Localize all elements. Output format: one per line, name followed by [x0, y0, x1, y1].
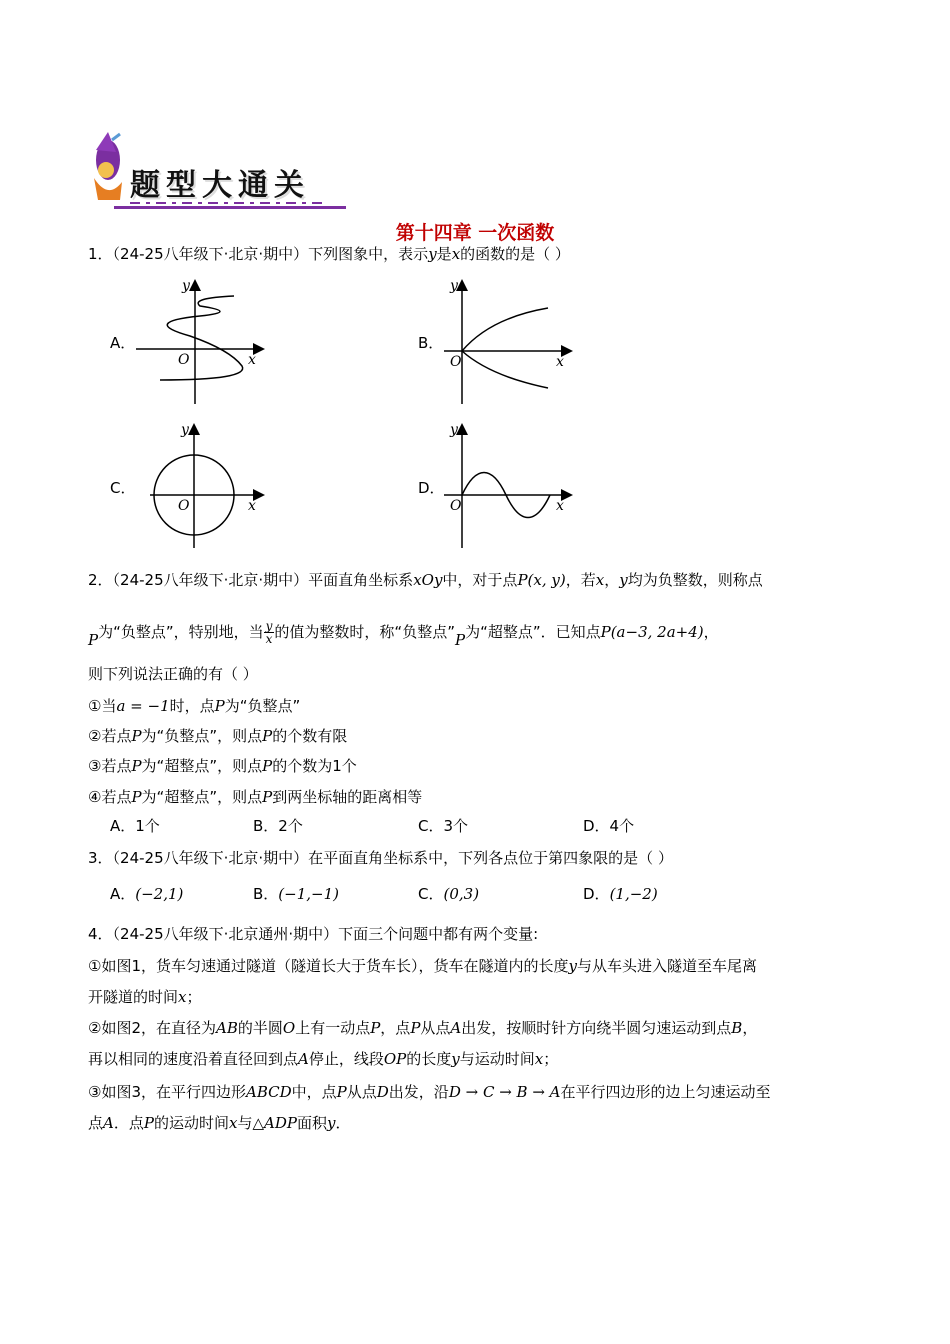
q2-line-2: P为“负整点”，特别地，当 $\frac{y}{x}$ 的值为整数时，称“负整点”P为“超整点”．已知点P(a−3, 2a+4)，	[88, 619, 719, 649]
q3-option-c: C．(0,3)	[418, 885, 480, 903]
y-over-x-fraction: $\frac{y}{x}$	[265, 619, 273, 646]
q4-stem: 4．（24-25八年级下·北京通州·期中）下面三个问题中都有两个变量:	[88, 925, 539, 943]
q4-item-3-line-2: 点A．点P的运动时间x与△ADP面积y．	[88, 1114, 351, 1132]
q2-option-b: B．2个	[253, 817, 303, 835]
origin-label: O	[450, 354, 462, 370]
q2-option-a: A．1个	[110, 817, 160, 835]
q1-stem: 1．（24-25八年级下·北京·期中）下列图象中，表示y是x的函数的是（ ）	[88, 245, 570, 263]
q2-option-d: D．4个	[583, 817, 635, 835]
q2-statement-4: ④若点P为“超整点”，则点P到两坐标轴的距离相等	[88, 788, 423, 806]
q2-statement-2: ②若点P为“负整点”，则点P的个数有限	[88, 727, 348, 745]
origin-label: O	[450, 498, 462, 514]
q4-item-3-line-1: ③如图3，在平行四边形ABCD中，点P从点D出发，沿D → C → B → A在平行四边形的边上匀速运动至	[88, 1083, 771, 1101]
q1-label-a: A．	[110, 334, 136, 352]
y-axis-label: y	[182, 278, 190, 294]
q1-label-d: D．	[418, 479, 445, 497]
q2-statement-1: ①当a = −1时，点P为“负整点”	[88, 697, 301, 715]
q1-graph-b	[440, 276, 580, 408]
q2-option-c: C．3个	[418, 817, 469, 835]
q3-option-d: D．(1,−2)	[583, 885, 658, 903]
q3-stem: 3．（24-25八年级下·北京·期中）在平面直角坐标系中，下列各点位于第四象限的是（ ）	[88, 849, 673, 867]
q4-item-1-line-1: ①如图1，货车匀速通过隧道（隧道长大于货车长），货车在隧道内的长度y与从车头进入隧道至车尾离	[88, 957, 757, 975]
q4-item-2-line-2: 再以相同的速度沿着直径回到点A停止，线段OP的长度y与运动时间x；	[88, 1050, 559, 1068]
q1-label-b: B．	[418, 334, 444, 352]
q1-graph-c	[130, 420, 270, 552]
origin-label: O	[178, 352, 190, 368]
y-axis-label: y	[450, 422, 458, 438]
banner-text: 题型大通关	[130, 168, 310, 203]
q4-item-2-line-1: ②如图2，在直径为AB的半圆O上有一动点P，点P从点A出发，按顺时针方向绕半圆匀速运动到点B，	[88, 1019, 758, 1037]
q2-line-1: 2．（24-25八年级下·北京·期中）平面直角坐标系xOy中，对于点P(x, y)，若x，y均为负整数，则称点	[88, 571, 763, 589]
x-axis-label: x	[556, 498, 564, 514]
q4-item-1-line-2: 开隧道的时间x；	[88, 988, 202, 1006]
y-axis-label: y	[181, 422, 189, 438]
q2-line-3: 则下列说法正确的有（ ）	[88, 665, 258, 683]
origin-label: O	[178, 498, 190, 514]
chapter-title: 第十四章 一次函数	[395, 222, 555, 244]
q2-statement-3: ③若点P为“超整点”，则点P的个数为1个	[88, 757, 357, 775]
x-axis-label: x	[248, 352, 256, 368]
x-axis-label: x	[556, 354, 564, 370]
x-axis-label: x	[248, 498, 256, 514]
q1-label-c: C．	[110, 479, 136, 497]
q3-option-b: B．(−1,−1)	[253, 885, 339, 903]
q1-graph-d	[440, 420, 580, 552]
q1-graph-a	[130, 276, 270, 408]
q3-option-a: A．(−2,1)	[110, 885, 184, 903]
y-axis-label: y	[450, 278, 458, 294]
